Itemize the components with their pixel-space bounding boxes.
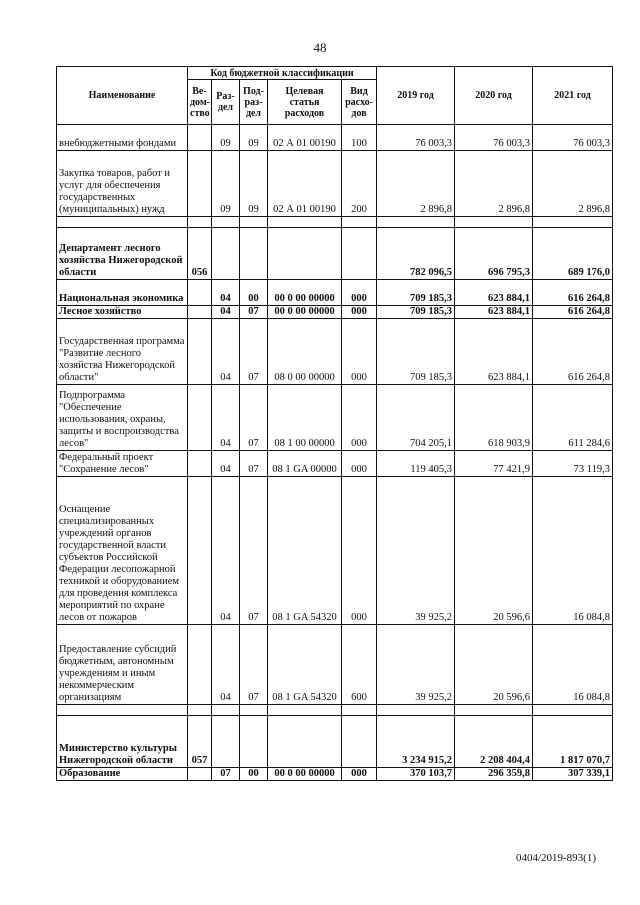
row-razdel: 09 <box>212 151 240 217</box>
table-row <box>57 280 613 306</box>
row-podrazdel: 07 <box>240 306 268 319</box>
table-row <box>57 477 613 625</box>
table-row <box>57 716 613 768</box>
row-vid: 000 <box>342 477 377 625</box>
row-name: Лесное хозяйство <box>57 306 188 319</box>
spacer-cell <box>240 705 268 716</box>
row-2020: 618 903,9 <box>455 385 533 451</box>
header-2020: 2020 год <box>455 67 533 125</box>
row-vid: 100 <box>342 125 377 151</box>
row-vid: 000 <box>342 451 377 477</box>
spacer-cell <box>342 217 377 228</box>
row-2019: 709 185,3 <box>377 319 455 385</box>
row-name: Оснащение специализированных учреждений органов государственной власти субъектов Российской Федерации лесопожарной техникой и оборудованием для проведения комплекса мероприятий по охране лесов от пожаров <box>57 477 188 625</box>
row-ved <box>188 306 212 319</box>
row-razdel <box>212 716 240 768</box>
header-expense-type: Вид расхо-дов <box>342 80 377 125</box>
row-name: внебюджетными фондами <box>57 125 188 151</box>
row-ved <box>188 625 212 705</box>
row-2021: 307 339,1 <box>533 768 613 781</box>
row-razdel: 04 <box>212 451 240 477</box>
spacer-row <box>57 705 613 716</box>
spacer-cell <box>377 217 455 228</box>
row-2021: 611 284,6 <box>533 385 613 451</box>
row-2019: 3 234 915,2 <box>377 716 455 768</box>
row-target <box>268 716 342 768</box>
table-row <box>57 319 613 385</box>
row-vid: 000 <box>342 385 377 451</box>
row-podrazdel <box>240 716 268 768</box>
row-target: 08 0 00 00000 <box>268 319 342 385</box>
page-number: 48 <box>313 40 327 55</box>
row-target: 02 А 01 00190 <box>268 125 342 151</box>
row-razdel: 04 <box>212 319 240 385</box>
row-target: 02 А 01 00190 <box>268 151 342 217</box>
row-podrazdel: 07 <box>240 319 268 385</box>
spacer-row <box>57 217 613 228</box>
row-vid: 000 <box>342 280 377 306</box>
row-podrazdel: 07 <box>240 625 268 705</box>
row-vid: 000 <box>342 768 377 781</box>
row-vid: 200 <box>342 151 377 217</box>
row-2019: 370 103,7 <box>377 768 455 781</box>
header-name: Наименование <box>57 67 188 125</box>
header-target-article: Целевая статья расходов <box>268 80 342 125</box>
row-target: 08 1 GA 54320 <box>268 625 342 705</box>
row-target: 00 0 00 00000 <box>268 280 342 306</box>
row-name: Департамент лесного хозяйства Нижегородской области <box>57 228 188 280</box>
table-row <box>57 151 613 217</box>
row-name: Национальная экономика <box>57 280 188 306</box>
spacer-cell <box>455 705 533 716</box>
row-2021: 616 264,8 <box>533 280 613 306</box>
table-row <box>57 768 613 781</box>
row-2021: 616 264,8 <box>533 306 613 319</box>
row-2020: 20 596,6 <box>455 477 533 625</box>
spacer-cell <box>212 217 240 228</box>
row-razdel: 04 <box>212 385 240 451</box>
row-2019: 709 185,3 <box>377 306 455 319</box>
row-ved: 057 <box>188 716 212 768</box>
row-name: Федеральный проект "Сохранение лесов" <box>57 451 188 477</box>
spacer-cell <box>533 217 613 228</box>
row-ved <box>188 151 212 217</box>
table-row <box>57 228 613 280</box>
row-name: Предоставление субсидий бюджетным, автономным учреждениям и иным некоммерческим организациям <box>57 625 188 705</box>
row-name: Образование <box>57 768 188 781</box>
row-podrazdel: 09 <box>240 125 268 151</box>
table-row <box>57 451 613 477</box>
header-razdel: Раз-дел <box>212 80 240 125</box>
row-2020: 623 884,1 <box>455 306 533 319</box>
row-name: Министерство культуры Нижегородской области <box>57 716 188 768</box>
row-razdel: 04 <box>212 306 240 319</box>
row-razdel: 07 <box>212 768 240 781</box>
row-ved <box>188 280 212 306</box>
header-ved: Ве-дом-ство <box>188 80 212 125</box>
row-2020: 696 795,3 <box>455 228 533 280</box>
row-2020: 76 003,3 <box>455 125 533 151</box>
row-ved <box>188 477 212 625</box>
table-row <box>57 306 613 319</box>
row-2020: 296 359,8 <box>455 768 533 781</box>
budget-table <box>56 66 613 781</box>
spacer-cell <box>57 705 188 716</box>
spacer-cell <box>57 217 188 228</box>
row-2019: 119 405,3 <box>377 451 455 477</box>
row-ved <box>188 451 212 477</box>
row-2021: 689 176,0 <box>533 228 613 280</box>
document-code: 0404/2019-893(1) <box>515 852 596 864</box>
table-row <box>57 625 613 705</box>
spacer-cell <box>268 705 342 716</box>
row-razdel: 09 <box>212 125 240 151</box>
row-name: Государственная программа "Развитие лесного хозяйства Нижегородской области" <box>57 319 188 385</box>
spacer-cell <box>377 705 455 716</box>
spacer-cell <box>455 217 533 228</box>
row-razdel: 04 <box>212 280 240 306</box>
row-target: 08 1 GA 00000 <box>268 451 342 477</box>
row-2019: 76 003,3 <box>377 125 455 151</box>
row-2021: 73 119,3 <box>533 451 613 477</box>
row-2020: 2 208 404,4 <box>455 716 533 768</box>
row-ved <box>188 125 212 151</box>
row-2019: 39 925,2 <box>377 625 455 705</box>
row-vid: 600 <box>342 625 377 705</box>
row-target: 08 1 00 00000 <box>268 385 342 451</box>
header-2019: 2019 год <box>377 67 455 125</box>
table-row <box>57 385 613 451</box>
row-name: Подпрограмма "Обеспечение использования, охраны, защиты и воспроизводства лесов" <box>57 385 188 451</box>
spacer-cell <box>188 217 212 228</box>
spacer-cell <box>533 705 613 716</box>
row-target <box>268 228 342 280</box>
row-vid: 000 <box>342 306 377 319</box>
row-2021: 16 084,8 <box>533 625 613 705</box>
table-row <box>57 125 613 151</box>
row-2021: 1 817 070,7 <box>533 716 613 768</box>
spacer-cell <box>212 705 240 716</box>
row-2020: 2 896,8 <box>455 151 533 217</box>
row-podrazdel: 00 <box>240 280 268 306</box>
row-2021: 616 264,8 <box>533 319 613 385</box>
row-2020: 77 421,9 <box>455 451 533 477</box>
row-podrazdel: 00 <box>240 768 268 781</box>
row-razdel: 04 <box>212 625 240 705</box>
row-vid <box>342 716 377 768</box>
row-ved <box>188 385 212 451</box>
row-target: 00 0 00 00000 <box>268 306 342 319</box>
spacer-cell <box>268 217 342 228</box>
row-razdel: 04 <box>212 477 240 625</box>
row-ved <box>188 319 212 385</box>
header-2021: 2021 год <box>533 67 613 125</box>
row-podrazdel: 09 <box>240 151 268 217</box>
row-podrazdel: 07 <box>240 451 268 477</box>
row-2019: 39 925,2 <box>377 477 455 625</box>
spacer-cell <box>240 217 268 228</box>
row-razdel <box>212 228 240 280</box>
header-classification-group: Код бюджетной классификации <box>188 67 377 80</box>
header-podrazdel: Под-раз-дел <box>240 80 268 125</box>
row-2019: 709 185,3 <box>377 280 455 306</box>
row-ved: 056 <box>188 228 212 280</box>
row-2020: 623 884,1 <box>455 280 533 306</box>
row-2019: 782 096,5 <box>377 228 455 280</box>
row-podrazdel: 07 <box>240 477 268 625</box>
row-2021: 2 896,8 <box>533 151 613 217</box>
row-podrazdel: 07 <box>240 385 268 451</box>
spacer-cell <box>188 705 212 716</box>
row-2021: 16 084,8 <box>533 477 613 625</box>
row-2020: 20 596,6 <box>455 625 533 705</box>
row-podrazdel <box>240 228 268 280</box>
row-2019: 704 205,1 <box>377 385 455 451</box>
row-vid <box>342 228 377 280</box>
spacer-cell <box>342 705 377 716</box>
row-target: 00 0 00 00000 <box>268 768 342 781</box>
row-ved <box>188 768 212 781</box>
row-2020: 623 884,1 <box>455 319 533 385</box>
row-2021: 76 003,3 <box>533 125 613 151</box>
row-target: 08 1 GA 54320 <box>268 477 342 625</box>
row-vid: 000 <box>342 319 377 385</box>
row-2019: 2 896,8 <box>377 151 455 217</box>
row-name: Закупка товаров, работ и услуг для обеспечения государственных (муниципальных) нужд <box>57 151 188 217</box>
